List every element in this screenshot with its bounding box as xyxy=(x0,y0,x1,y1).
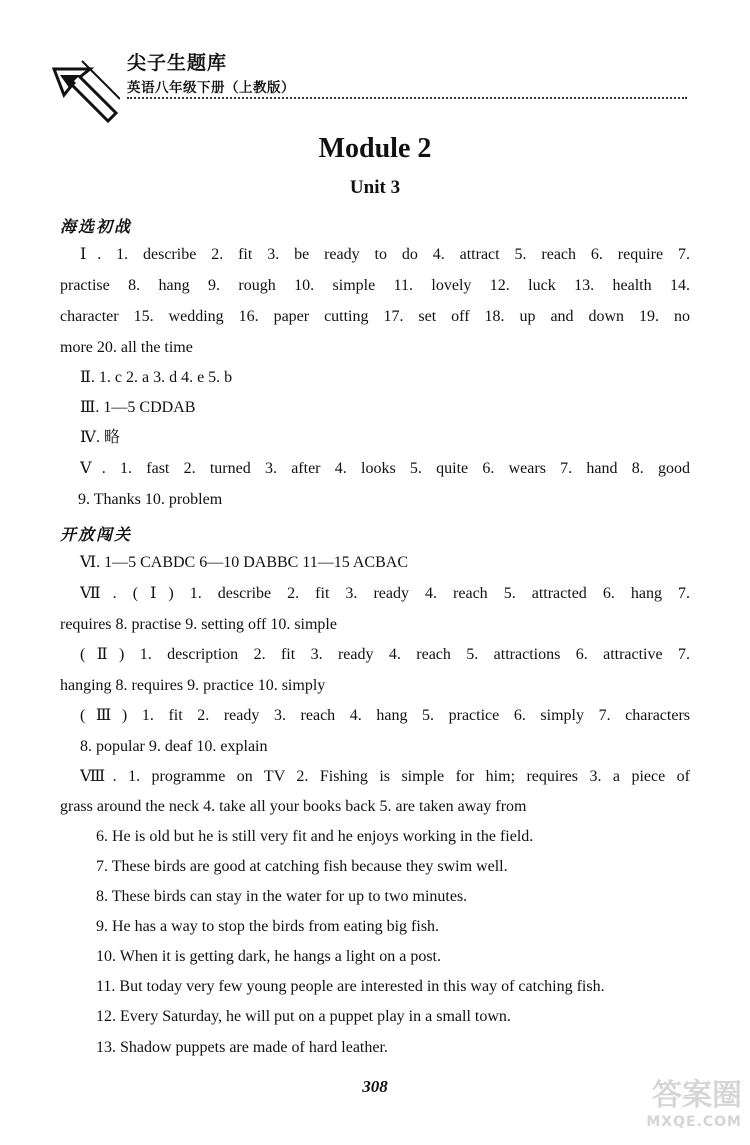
answer-line: (Ⅲ) 1. fit 2. ready 3. reach 4. hang 5. practice 6. simply 7. characters xyxy=(80,707,690,724)
answer-line: (Ⅱ) 1. description 2. fit 3. ready 4. reach 5. attractions 6. attractive 7. xyxy=(80,646,690,663)
header-dotted-rule xyxy=(127,97,687,99)
module-title: Module 2 xyxy=(318,133,432,164)
answer-line: hanging 8. requires 9. practice 10. simply xyxy=(60,677,326,694)
answer-line: Ⅲ. 1—5 CDDAB xyxy=(80,399,196,416)
answer-line: Ⅶ. (Ⅰ) 1. describe 2. fit 3. ready 4. reach 5. attracted 6. hang 7. xyxy=(80,585,690,602)
unit-title: Unit 3 xyxy=(349,177,401,198)
answer-line: 7. These birds are good at catching fish because they swim well. xyxy=(96,858,508,875)
answer-line: requires 8. practise 9. setting off 10. simple xyxy=(60,616,337,633)
answer-line: 12. Every Saturday, he will put on a puppet play in a small town. xyxy=(96,1008,511,1025)
brand-logo-arrow-icon xyxy=(50,55,120,125)
page-number: 308 xyxy=(362,1077,388,1096)
answer-line: Ⅵ. 1—5 CABDC 6—10 DABBC 11—15 ACBAC xyxy=(80,554,408,571)
answer-line: 8. popular 9. deaf 10. explain xyxy=(80,738,268,755)
answer-line: 6. He is old but he is still very fit and he enjoys working in the field. xyxy=(96,828,534,845)
answer-line: Ⅱ. 1. c 2. a 3. d 4. e 5. b xyxy=(80,369,233,386)
answer-line: 10. When it is getting dark, he hangs a light on a post. xyxy=(96,948,441,965)
answer-line: Ⅷ. 1. programme on TV 2. Fishing is simple for him; requires 3. a piece of xyxy=(80,768,690,785)
section-heading-1: 海选初战 xyxy=(60,217,133,236)
watermark-title: 答案圈 xyxy=(652,1078,742,1113)
answer-line: grass around the neck 4. take all your books back 5. are taken away from xyxy=(60,798,527,815)
watermark xyxy=(612,1078,742,1138)
answer-line: 9. He has a way to stop the birds from eating big fish. xyxy=(96,918,440,935)
answer-line: character 15. wedding 16. paper cutting 17. set off 18. up and down 19. no xyxy=(60,308,690,325)
answer-line: Ⅴ. 1. fast 2. turned 3. after 4. looks 5. quite 6. wears 7. hand 8. good xyxy=(80,460,690,477)
answer-line: Ⅳ. 略 xyxy=(80,429,120,446)
answer-line: more 20. all the time xyxy=(60,339,193,356)
answer-line: Ⅰ. 1. describe 2. fit 3. be ready to do 4. attract 5. reach 6. require 7. xyxy=(80,246,690,263)
answer-line: practise 8. hang 9. rough 10. simple 11. lovely 12. luck 13. health 14. xyxy=(60,277,690,294)
section-heading-2: 开放闯关 xyxy=(60,525,133,544)
answer-line: 8. These birds can stay in the water for up to two minutes. xyxy=(96,888,468,905)
brand-title: 尖子生题库 xyxy=(127,52,228,74)
answer-line: 9. Thanks 10. problem xyxy=(78,491,223,508)
brand-subtitle: 英语八年级下册（上教版） xyxy=(127,80,295,96)
watermark-url: MXQE.COM xyxy=(646,1114,742,1130)
answer-line: 13. Shadow puppets are made of hard leather. xyxy=(96,1039,388,1056)
answer-line: 11. But today very few young people are interested in this way of catching fish. xyxy=(96,978,605,995)
